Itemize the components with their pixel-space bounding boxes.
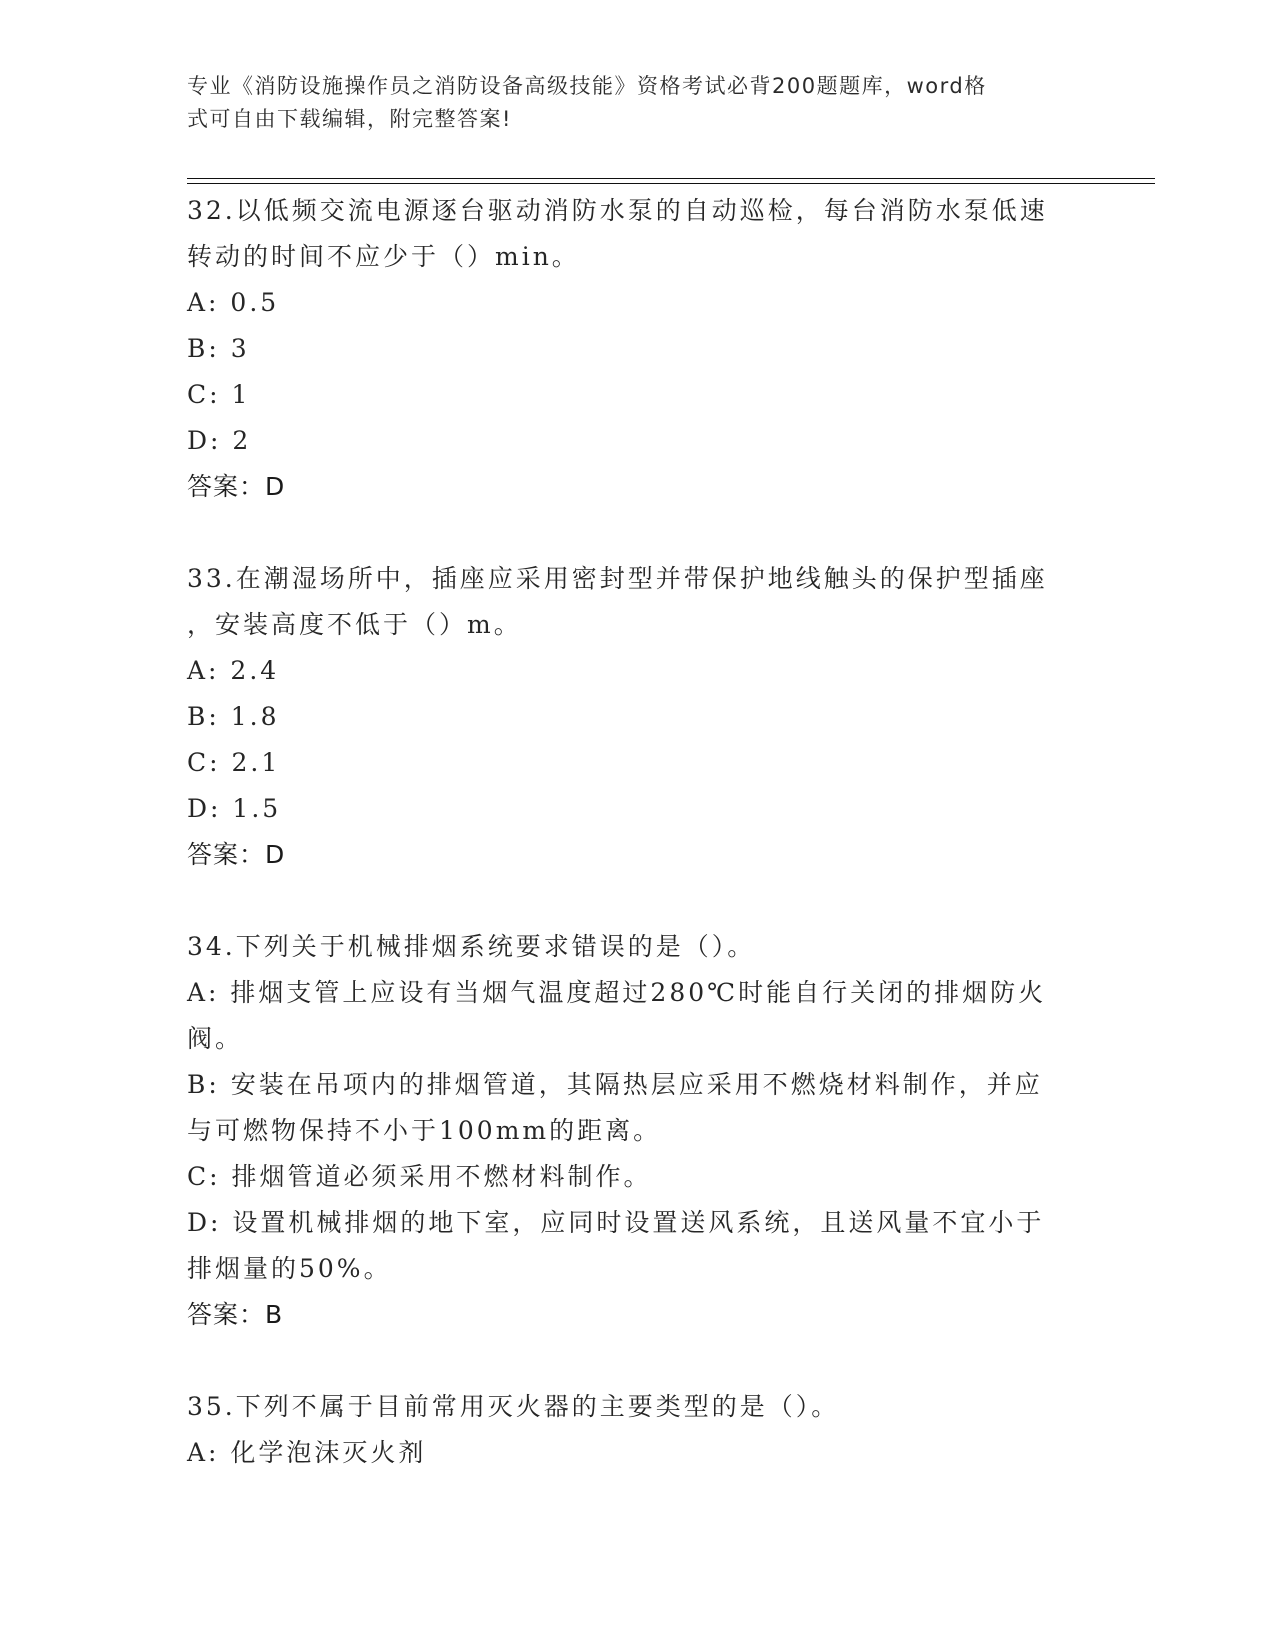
- answer-option: [187, 740, 1087, 786]
- answer-option: [187, 648, 1087, 694]
- answer-option: [187, 326, 1087, 372]
- question-text-line: 34.下列关于机械排烟系统要求错误的是（）。: [187, 932, 756, 961]
- answer-option: [187, 1154, 1087, 1200]
- question-text: [187, 1384, 1087, 1430]
- correct-answer: 答案：D: [187, 840, 286, 869]
- answer-option-line: 阀。: [187, 1024, 244, 1053]
- answer-option: [187, 1062, 1087, 1154]
- question-text: [187, 924, 1087, 970]
- header-divider: [187, 183, 1155, 184]
- answer-option-line: D: 2: [187, 426, 252, 455]
- answer-option-line: 与可燃物保持不小于100mm的距离。: [187, 1116, 662, 1145]
- answer-option-line: B: 3: [187, 334, 250, 363]
- answer-option: [187, 418, 1087, 464]
- question-spacer: [187, 1338, 1087, 1384]
- answer-option-line: C: 2.1: [187, 748, 281, 777]
- question-spacer: [187, 510, 1087, 556]
- header-divider: [187, 178, 1155, 179]
- document-header: [187, 70, 1067, 136]
- answer-option-line: C: 排烟管道必须采用不燃材料制作。: [187, 1162, 652, 1191]
- question-list: [187, 188, 1087, 1476]
- header-line: 式可自由下载编辑，附完整答案!: [187, 107, 512, 131]
- question-text-line: 33.在潮湿场所中，插座应采用密封型并带保护地线触头的保护型插座: [187, 564, 1048, 593]
- header-line: 专业《消防设施操作员之消防设备高级技能》资格考试必背200题题库，word格: [187, 74, 987, 98]
- question-text-line: 转动的时间不应少于（）min。: [187, 242, 580, 271]
- answer-option: [187, 280, 1087, 326]
- answer-option-line: B: 1.8: [187, 702, 280, 731]
- question-text-line: ，安装高度不低于（）m。: [187, 610, 522, 639]
- answer-option: [187, 786, 1087, 832]
- answer-option-line: A: 排烟支管上应设有当烟气温度超过280℃时能自行关闭的排烟防火: [187, 978, 1047, 1007]
- answer-option-line: A: 0.5: [187, 288, 280, 317]
- question-block: [187, 188, 1087, 556]
- question-text-line: 35.下列不属于目前常用灭火器的主要类型的是（）。: [187, 1392, 840, 1421]
- question-text: [187, 556, 1087, 648]
- question-block: [187, 556, 1087, 924]
- question-text: [187, 188, 1087, 280]
- answer-option-line: D: 设置机械排烟的地下室，应同时设置送风系统，且送风量不宜小于: [187, 1208, 1045, 1237]
- answer-option: [187, 694, 1087, 740]
- answer-option-line: 排烟量的50%。: [187, 1254, 392, 1283]
- correct-answer: 答案：D: [187, 472, 286, 501]
- answer-option-line: A: 化学泡沫灭火剂: [187, 1438, 427, 1467]
- answer-option-line: A: 2.4: [187, 656, 280, 685]
- correct-answer: 答案：B: [187, 1300, 284, 1329]
- question-text-line: 32.以低频交流电源逐台驱动消防水泵的自动巡检，每台消防水泵低速: [187, 196, 1048, 225]
- answer-option: [187, 1430, 1087, 1476]
- question-block: [187, 924, 1087, 1384]
- answer-option: [187, 970, 1087, 1062]
- answer-option-line: D: 1.5: [187, 794, 282, 823]
- question-block: [187, 1384, 1087, 1476]
- question-spacer: [187, 878, 1087, 924]
- answer-option: [187, 1200, 1087, 1292]
- answer-option-line: C: 1: [187, 380, 251, 409]
- answer-option: [187, 372, 1087, 418]
- answer-option-line: B: 安装在吊项内的排烟管道，其隔热层应采用不燃烧材料制作，并应: [187, 1070, 1043, 1099]
